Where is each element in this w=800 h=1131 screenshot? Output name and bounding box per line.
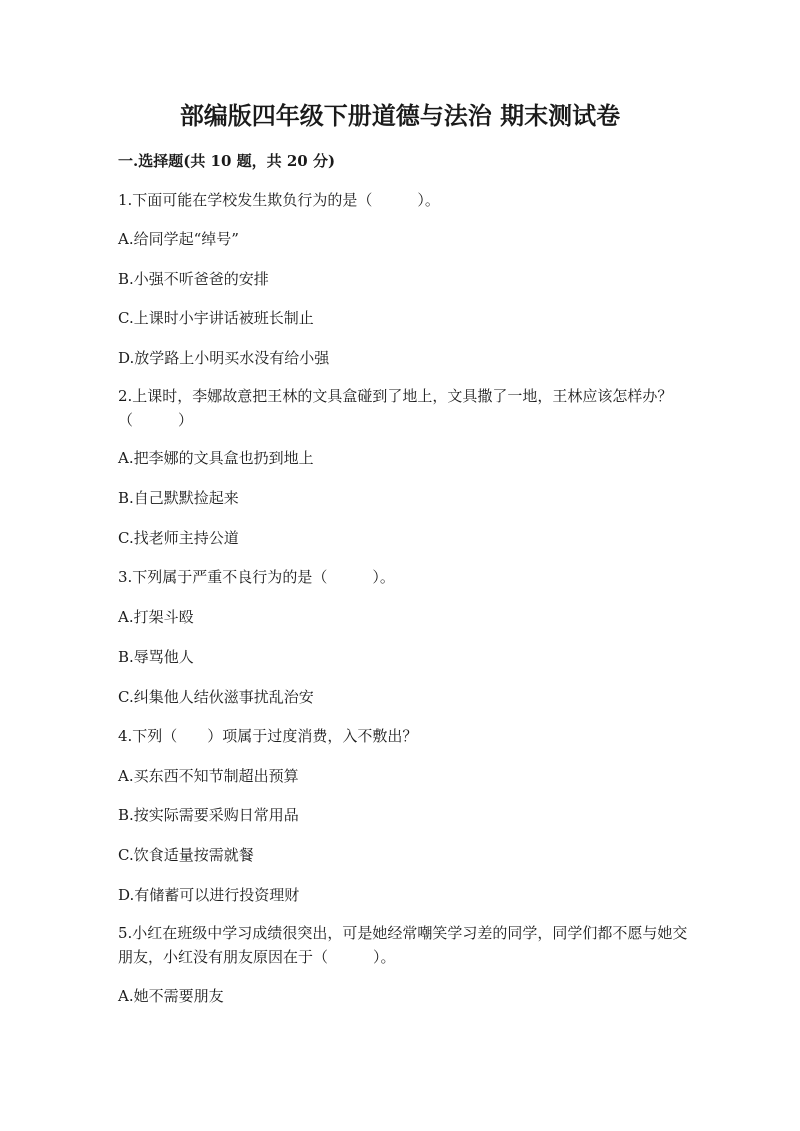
question-3-option-c: C.纠集他人结伙滋事扰乱治安 — [118, 688, 314, 706]
question-4-stem: 4.下列（ ）项属于过度消费，入不敷出？ — [118, 727, 418, 745]
question-1-option-b: B.小强不听爸爸的安排 — [118, 270, 269, 288]
question-2-option-c: C.找老师主持公道 — [118, 529, 239, 547]
question-4-option-b: B.按实际需要采购日常用品 — [118, 806, 299, 824]
question-1-stem: 1.下面可能在学校发生欺负行为的是（ ）。 — [118, 191, 440, 209]
question-1-option-d: D.放学路上小明买水没有给小强 — [118, 349, 330, 367]
question-5-stem: 5.小红在班级中学习成绩很突出，可是她经常嘲笑学习差的同学，同学们都不愿与她交朋友，小红没有朋友原因在于（ ）。 — [118, 924, 688, 966]
question-1-option-a: A.给同学起“绰号” — [118, 230, 239, 248]
question-4-option-d: D.有储蓄可以进行投资理财 — [118, 886, 300, 904]
question-4-option-c: C.饮食适量按需就餐 — [118, 846, 254, 864]
page-title: 部编版四年级下册道德与法治 期末测试卷 — [179, 101, 621, 130]
question-2-option-b: B.自己默默捡起来 — [118, 489, 239, 507]
section-heading: 一.选择题(共 10 题，共 20 分) — [118, 152, 336, 170]
question-3-option-b: B.辱骂他人 — [118, 648, 194, 666]
question-5-option-a: A.她不需要朋友 — [118, 987, 224, 1005]
question-4-option-a: A.买东西不知节制超出预算 — [118, 767, 299, 785]
question-2-stem: 2.上课时，李娜故意把王林的文具盒碰到了地上，文具撒了一地，王林应该怎样办？（ ） — [118, 387, 673, 429]
question-3-stem: 3.下列属于严重不良行为的是（ ）。 — [118, 568, 395, 586]
question-1-option-c: C.上课时小宇讲话被班长制止 — [118, 309, 314, 327]
question-2-option-a: A.把李娜的文具盒也扔到地上 — [118, 449, 314, 467]
question-3-option-a: A.打架斗殴 — [118, 608, 194, 626]
